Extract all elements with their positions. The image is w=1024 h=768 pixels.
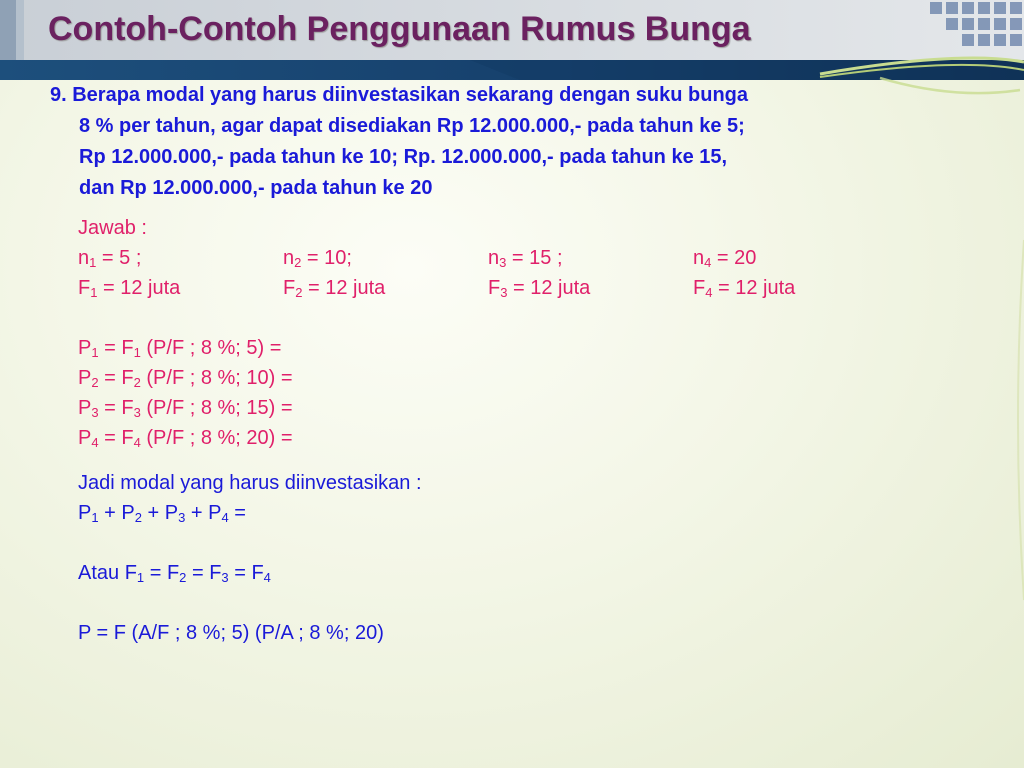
f-value: $F_1 = 12$ juta [78, 277, 181, 300]
answer-block [78, 213, 978, 648]
question-line: Rp 12.000.000,- pada tahun ke 10; Rp. 12.000.000,- pada tahun ke 15, [79, 146, 728, 168]
p-equation: $P_2 = F_2$ (P/F ; 8 %; 10) = [78, 367, 293, 390]
n-values-row [78, 243, 978, 273]
question-text [50, 80, 950, 204]
n-value: $n_1 = 5$ ; [78, 247, 142, 270]
question-line: dan Rp 12.000.000,- pada tahun ke 20 [79, 177, 433, 199]
question-line: 8 % per tahun, agar dapat disediakan Rp 12.000.000,- pada tahun ke 5; [79, 115, 745, 137]
p-equation: $P_1 = F_1$ (P/F ; 8 %; 5) = [78, 337, 282, 360]
p-equation: $P_3 = F_3$ (P/F ; 8 %; 15) = [78, 397, 293, 420]
f-values-row [78, 273, 978, 303]
equal-f-statement: Atau $F_1 = F_2 = F_3 = F_4$ [78, 562, 271, 585]
n-value: $n_3 = 15$ ; [488, 247, 563, 270]
p-equation: $P_4 = F_4$ (P/F ; 8 %; 20) = [78, 427, 293, 450]
question-line: 9. Berapa modal yang harus diinvestasikan sekarang dengan suku bunga [50, 84, 748, 106]
sum-equation: $P_1 + P_2 + P_3 + P_4$ = [78, 502, 246, 525]
conclusion-text: Jadi modal yang harus diinvestasikan : [78, 472, 422, 494]
n-value: $n_4 = 20$ [693, 247, 757, 270]
f-value: $F_4 = 12$ juta [693, 277, 796, 300]
f-value: $F_3 = 12$ juta [488, 277, 591, 300]
n-value: $n_2 = 10$; [283, 247, 352, 270]
answer-heading: Jawab : [78, 217, 147, 239]
f-value: $F_2 = 12$ juta [283, 277, 386, 300]
slide-title: Contoh-Contoh Penggunaan Rumus Bunga [48, 10, 751, 48]
annuity-formula: P = F (A/F ; 8 %; 5) (P/A ; 8 %; 20) [78, 622, 384, 644]
